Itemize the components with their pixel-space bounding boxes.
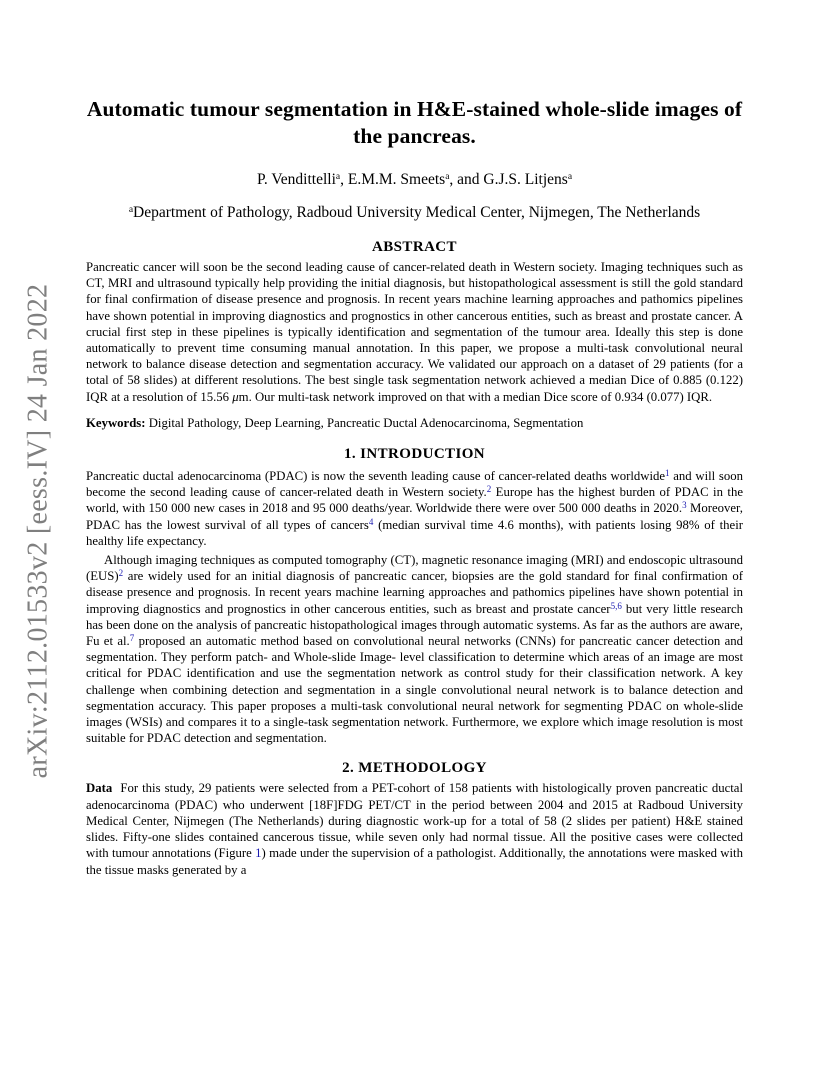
affiliation-mark: a (128, 205, 134, 215)
intro-paragraph-1 (86, 468, 743, 549)
introduction-heading: 1. INTRODUCTION (343, 446, 485, 463)
intro-paragraph-2 (86, 552, 743, 746)
citation-link[interactable]: 7 (129, 633, 135, 644)
text-run: Pancreatic ductal adenocarcinoma (PDAC) is now the seventh leading cause of cancer-related deaths worldwide (86, 469, 666, 484)
author-separator: , and (449, 171, 484, 188)
arxiv-id-text: arXiv:2112.01533v2 [eess.IV] 24 Jan 2022 (22, 283, 54, 779)
keywords-text: Digital Pathology, Deep Learning, Pancreatic Ductal Adenocarcinoma, Segmentation (145, 415, 584, 430)
methodology-paragraph (86, 780, 747, 877)
affiliation (86, 203, 743, 223)
citation-link[interactable]: 2 (486, 484, 492, 495)
author-name: G.J.S. Litjens (483, 171, 568, 188)
citation-link[interactable]: 1 (665, 468, 670, 479)
text-run: For this study, 29 patients were selected from a PET-cohort of 158 patients with histologically proven pancreatic ductal adenocarcinoma (PDAC) who underwent [18F]FDG PET/CT in the period between 2004 and 2015 at Radboud University Medical Center, Nijmegen (The Netherlands) during diagnostic work-up for a total of 58 (2 slides per patient) H&E stained slides. Fifty-one slides contained cancerous tissue, while seven only had normal tissue. All the positive cases were collected with tumour annotations (Figure (86, 781, 747, 861)
methodology-heading: 2. METHODOLOGY (342, 760, 487, 777)
paper-page (86, 96, 747, 878)
abstract-heading: ABSTRACT (372, 239, 457, 255)
arxiv-identifier (12, 283, 64, 779)
text-run: Although imaging techniques as computed tomography (CT), magnetic resonance imaging (MRI) and endoscopic ultrasound (EUS) (86, 553, 743, 584)
figure-link[interactable]: 1 (255, 846, 262, 861)
text-run: Moreover, PDAC has the lowest survival of all types of cancers (86, 501, 743, 532)
citation-link[interactable]: 3 (682, 500, 687, 511)
affiliation-mark: a (567, 172, 573, 182)
text-run: but very little research has been done on the analysis of pancreatic histopathological images through automatic systems. As far as the authors are aware, Fu et al. (86, 601, 743, 649)
citation-link[interactable]: 5,6 (610, 600, 622, 611)
text-run: Europe has the highest burden of PDAC in the world, with 150 000 new cases in 2018 and 95 000 deaths/year. Worldwide there were over 500 000 deaths in 2020. (86, 485, 743, 516)
affiliation-mark: a (335, 172, 341, 182)
text-run: ) made under the supervision of a pathologist. Additionally, the annotations were masked with the tissue masks generated by a (86, 846, 743, 877)
keywords-label: Keywords: (86, 415, 146, 430)
mu-symbol: μ (232, 389, 239, 404)
abstract-text (86, 259, 743, 405)
affiliation-text: Department of Pathology, Radboud University Medical Center, Nijmegen, The Netherlands (133, 204, 701, 221)
author-list (86, 170, 743, 190)
abstract-body-end: m. Our multi-task network improved on that with a median Dice score of 0.934 (0.077) IQR. (238, 389, 713, 404)
text-run: are widely used for an initial diagnosis of pancreatic cancer, biopsies are the gold standard for final confirmation of disease presence and prognosis. In recent years machine learning approaches and pathomics pipelines have shown potential in improving diagnostics and prognostics in other cancerous entities, such as breast and prostate cancer (86, 569, 743, 616)
author-separator: , (340, 171, 348, 188)
author-name: P. Vendittelli (256, 171, 336, 188)
paragraph-label: Data (86, 781, 113, 796)
text-run: (median survival time 4.6 months), with patients losing 98% of their healthy life expectancy. (86, 517, 743, 548)
paper-title: Automatic tumour segmentation in H&E-stained whole-slide images of the pancreas. (86, 97, 743, 148)
keywords (86, 415, 743, 431)
author-name: E.M.M. Smeets (347, 171, 446, 188)
citation-link[interactable]: 2 (118, 568, 124, 579)
citation-link[interactable]: 4 (368, 516, 374, 527)
text-run: and will soon become the second leading cause of cancer-related death in Western society. (86, 469, 743, 500)
abstract-body: Pancreatic cancer will soon be the second leading cause of cancer-related death in Western society. Imaging techniques such as CT, MRI and ultrasound typically help providing the initial diagnosis, but histopathological assessment is still the gold standard for final confirmation of disease presence and prognosis. In recent years machine learning approaches and pathomics pipelines have shown potential in improving diagnostics and prognostics in other cancerous entities, such as breast and prostate cancer. A crucial first step in these pipelines is typically identification and segmentation of the tumour area. Ideally this step is done automatically to prevent time consuming manual annotation. In this paper, we propose a multi-task convolutional neural network to balance disease detection and segmentation accuracy. We validated our approach on a dataset of 29 patients (for a total of 58 slides) at different resolutions. The best single task segmentation network achieved a median Dice of 0.885 (0.122) IQR at a resolution of 15.56 (86, 260, 743, 404)
affiliation-mark: a (445, 172, 450, 182)
text-run: proposed an automatic method based on convolutional neural networks (CNNs) for pancreatic cancer detection and segmentation. They perform patch- and Whole-slide Image- level classification to determine which areas of an image are most critical for PDAC identification and use the segmentation network as control study for their classification network. A key challenge when combining detection and segmentation in a single convolutional neural network is to balance detection and segmentation accuracy. This paper proposes a multi-task convolutional neural network for segmenting PDAC on whole-slide images (WSIs) and compares it to a single-task segmentation network. Furthermore, we explore which image resolution is most suitable for PDAC detection and segmentation. (86, 634, 744, 746)
